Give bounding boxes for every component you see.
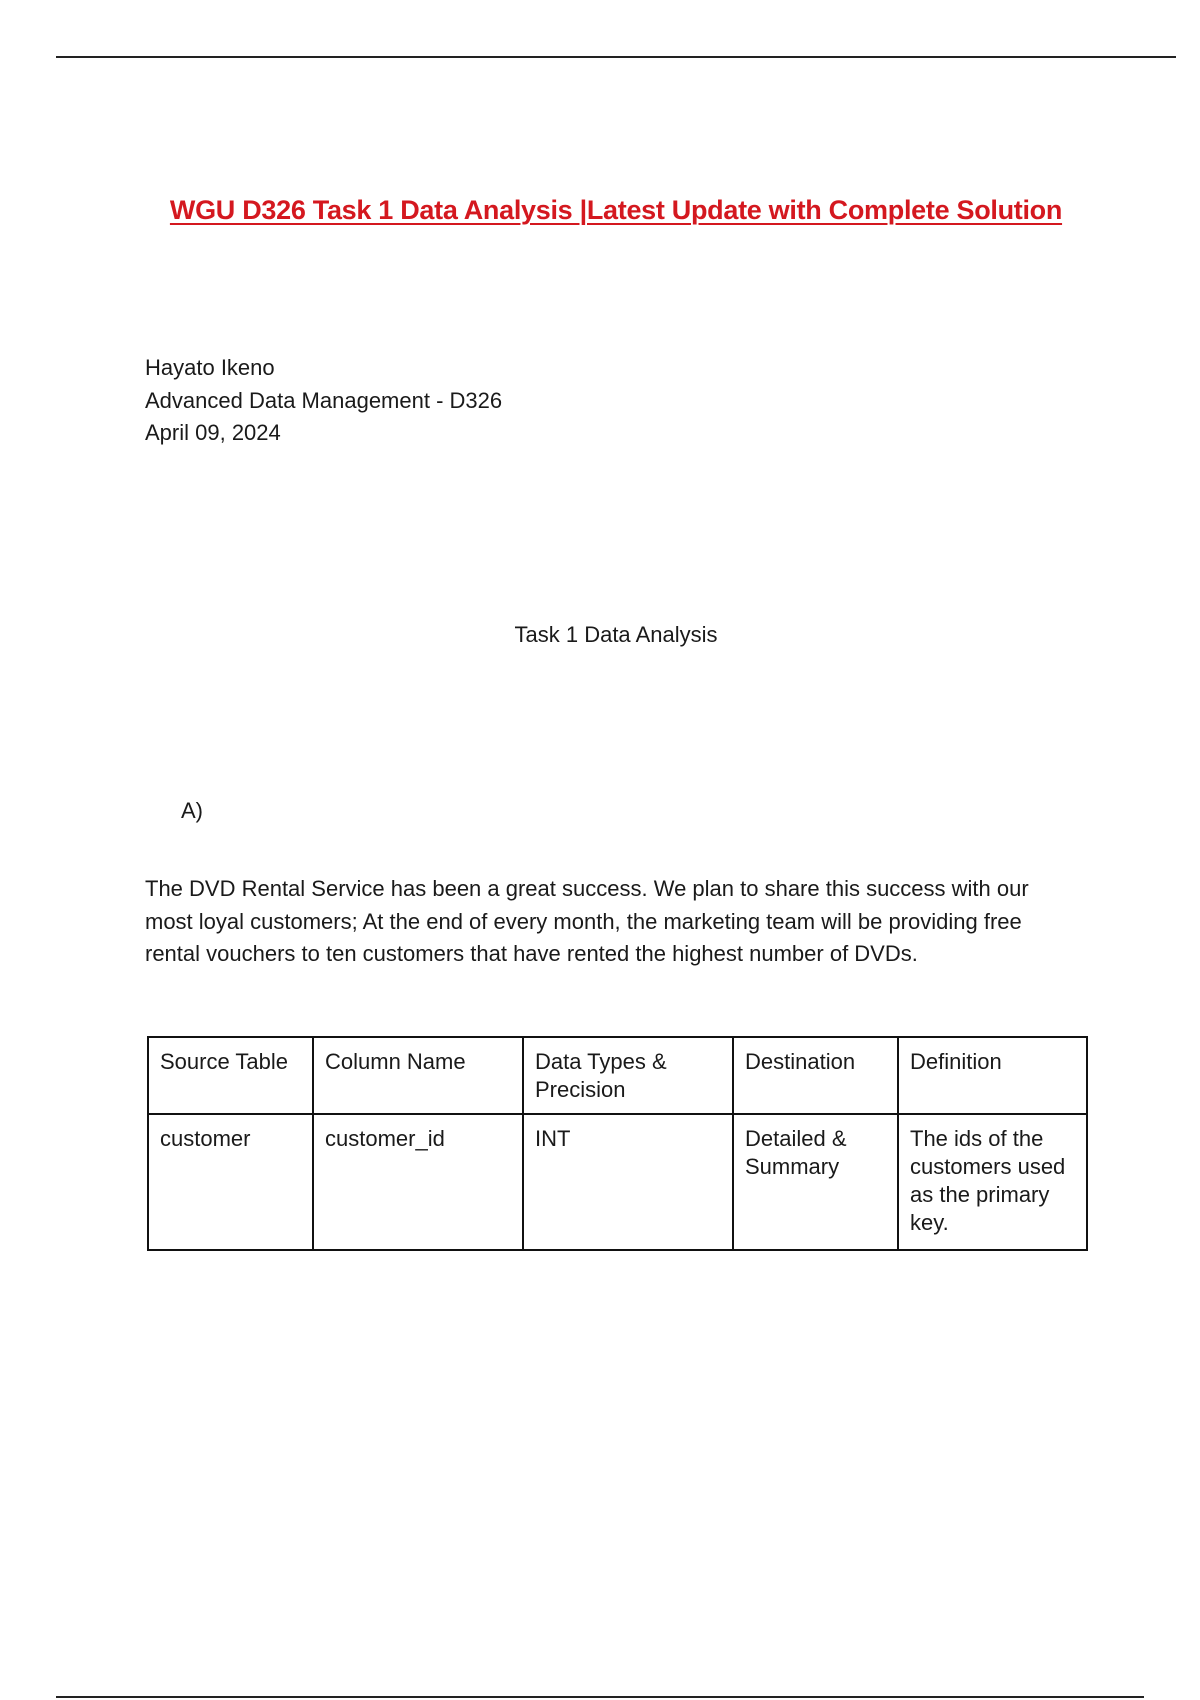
cell-destination: Detailed & Summary [733,1114,898,1250]
top-divider [56,56,1176,58]
document-date: April 09, 2024 [145,420,281,445]
header-definition: Definition [898,1037,1087,1114]
cell-definition: The ids of the customers used as the primary key. [898,1114,1087,1250]
section-heading: Task 1 Data Analysis [514,622,718,647]
data-dictionary-table [147,1036,1088,1251]
header-column-name: Column Name [313,1037,523,1114]
body-paragraph: The DVD Rental Service has been a great success. We plan to share this success with our most loyal customers; At the end of every month, the marketing team will be providing free rental vouchers to ten customers that have rented the highest number of DVDs. [145,876,1029,966]
section-label: A) [181,798,203,823]
header-source-table: Source Table [148,1037,313,1114]
document-title: WGU D326 Task 1 Data Analysis |Latest Update with Complete Solution [169,195,1063,225]
table-header-row [148,1037,1087,1114]
cell-source-table: customer [148,1114,313,1250]
header-data-types: Data Types & Precision [523,1037,733,1114]
author-block [145,352,502,450]
bottom-divider [56,1696,1144,1698]
course-name: Advanced Data Management - D326 [145,387,503,413]
cell-column-name: customer_id [313,1114,523,1250]
header-destination: Destination [733,1037,898,1114]
author-name: Hayato Ikeno [145,355,275,380]
table-row [148,1114,1087,1250]
cell-data-type: INT [523,1114,733,1250]
